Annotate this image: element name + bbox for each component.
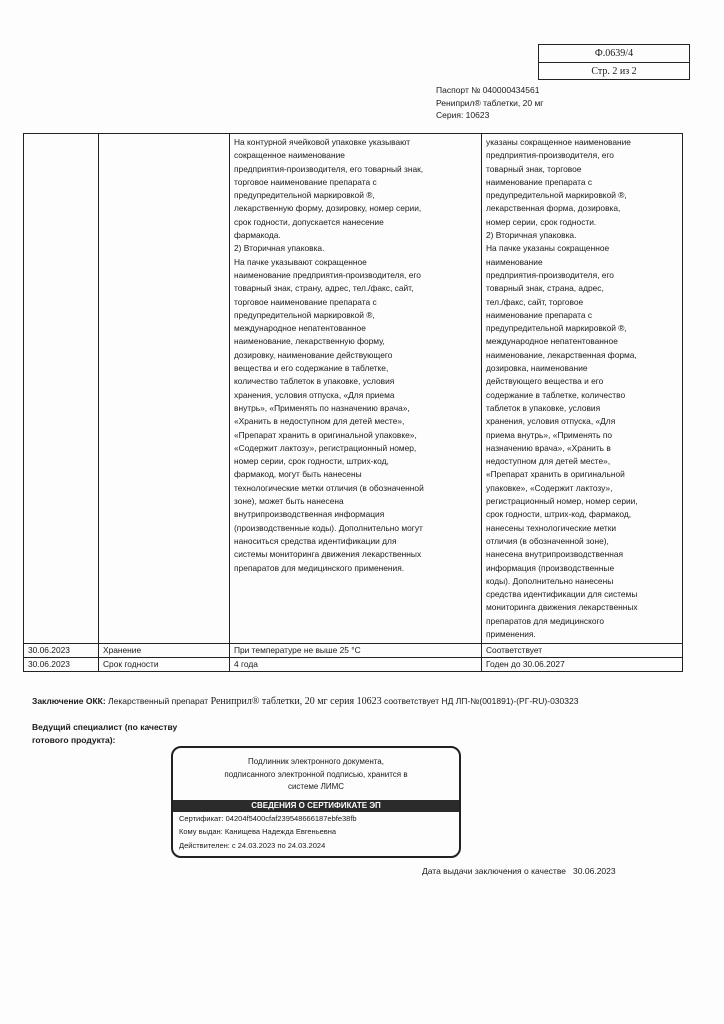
- conclusion-product: Рениприл® таблетки, 20 мг серия 10623: [210, 696, 382, 707]
- page-number: Стр. 2 из 2: [591, 66, 637, 77]
- date-cell: 30.06.2023: [24, 644, 99, 658]
- result-cell: Соответствует: [482, 644, 683, 658]
- quality-table: [23, 133, 683, 672]
- table-row: [24, 658, 683, 672]
- table-row: [24, 134, 683, 644]
- certificate-number: Сертификат: 04204f5400cfaf239548666187ebfe38fb: [179, 813, 357, 823]
- passport-header: [436, 84, 543, 122]
- certificate-issued-to: Кому выдан: Канищева Надежда Евгеньевна: [179, 827, 337, 836]
- date-cell: 30.06.2023: [24, 658, 99, 672]
- parameter-cell: Срок годности: [99, 658, 230, 672]
- signature-original-note: Подлинник электронного документа, подписанного электронной подписью, хранится в системе ЛИМС: [224, 757, 408, 791]
- passport-number: Паспорт № 040000434561: [436, 85, 540, 95]
- date-cell: [24, 134, 99, 644]
- passport-series: Серия: 10623: [436, 110, 490, 120]
- form-code-box: [538, 44, 690, 80]
- issue-date: Дата выдачи заключения о качестве 30.06.2023: [422, 866, 616, 876]
- result-cell: указаны сокращенное наименование предприятия-производителя, его товарный знак, торговое наименование препарата с предупредительной маркировкой ®, лекарственная форма, дозировка, номер серии, срок годности. 2) Вторичная упаковка. На пачке указаны сокращенное наименование предприятия-производителя, его товарный знак, страна, адрес, тел./факс, сайт, торговое наименование препарата с предупредительной маркировкой ®, международное непатентованное наименование, лекарственная форма, дозировка, наименование действующего вещества и его содержание в таблетке, количество таблеток в упаковке, условия хранения, условия отпуска, «Для приема внутрь», «Применять по назначению врача», «Хранить в недоступном для детей месте», «Препарат хранить в оригинальной упаковке», «Содержит лактозу», регистрационный номер, номер серии, срок годности, штрих-код, фармакод, нанесены технологические метки отличия (в обозначенной зоне), нанесена внутрипроизводственная информация (производственные коды). Дополнительно нанесены средства идентификации для системы мониторинга движения лекарственных препаратов для медицинского применения.: [482, 134, 683, 644]
- parameter-cell: [99, 134, 230, 644]
- requirement-cell: При температуре не выше 25 °С: [230, 644, 482, 658]
- specialist-label: Ведущий специалист (по качеству готового продукта):: [32, 722, 178, 745]
- certificate-info-bar: СВЕДЕНИЯ О СЕРТИФИКАТЕ ЭП: [173, 800, 459, 812]
- form-code: Ф.0639/4: [539, 45, 689, 63]
- requirement-cell: 4 года: [230, 658, 482, 672]
- passport-product: Рениприл® таблетки, 20 мг: [436, 97, 544, 108]
- e-signature-stamp: [171, 746, 461, 858]
- conclusion-label: Заключение ОКК:: [32, 696, 106, 706]
- result-cell: Годен до 30.06.2027: [482, 658, 683, 672]
- certificate-validity: Действителен: с 24.03.2023 по 24.03.2024: [179, 840, 326, 850]
- conclusion-suffix: соответствует НД ЛП-№(001891)-(РГ-RU)-030323: [383, 696, 579, 706]
- conclusion: [32, 695, 592, 708]
- table-row: [24, 644, 683, 658]
- conclusion-prefix: Лекарственный препарат: [108, 696, 209, 706]
- requirement-cell: На контурной ячейковой упаковке указывают сокращенное наименование предприятия-производителя, его товарный знак, торговое наименование препарата с предупредительной маркировкой ®, лекарственную форму, дозировку, номер серии, срок годности, допускается нанесение фармакода. 2) Вторичная упаковка. На пачке указывают сокращенное наименование предприятия-производителя, его товарный знак, страну, адрес, тел./факс, сайт, торговое наименование препарата с предупредительной маркировкой ®, международное непатентованное наименование, лекарственную форму, дозировку, наименование действующего вещества и его содержание в таблетке, количество таблеток в упаковке, условия хранения, условия отпуска, «Для приема внутрь», «Применять по назначению врача», «Хранить в недоступном для детей месте», «Препарат хранить в оригинальной упаковке», «Содержит лактозу», регистрационный номер, номер серии, срок годности, штрих-код, фармакод, могут быть нанесены технологические метки отличия (в обозначенной зоне), может быть нанесена внутрипроизводственная информация (производственные коды). Дополнительно могут наноситься средства идентификации для системы мониторинга движения лекарственных препаратов для медицинского применения.: [230, 134, 482, 644]
- parameter-cell: Хранение: [99, 644, 230, 658]
